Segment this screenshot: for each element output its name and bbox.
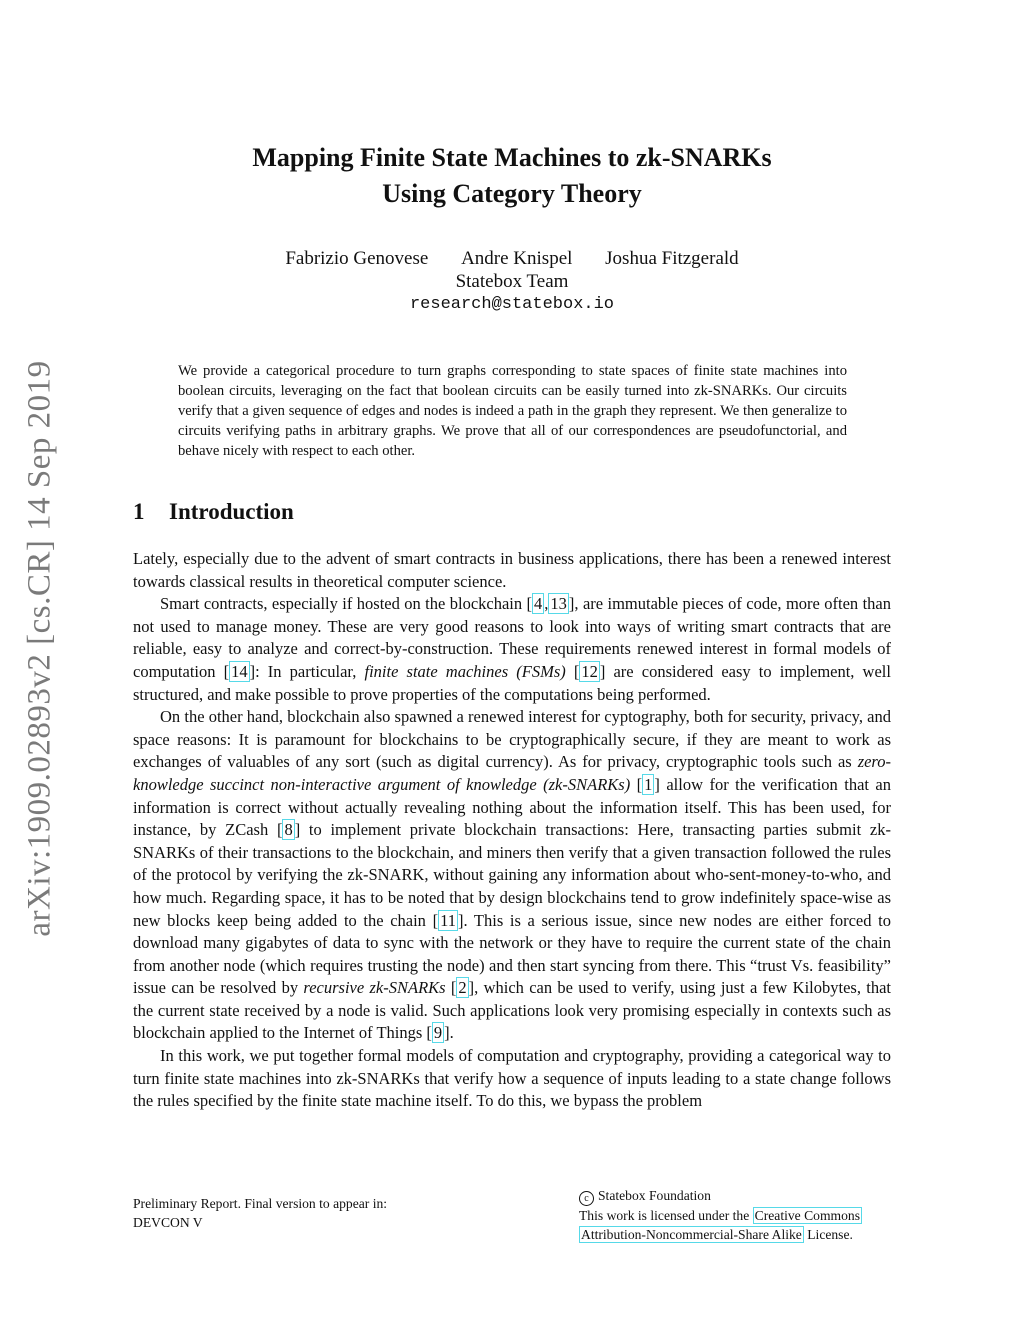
license-link[interactable]: Creative Commons — [754, 1208, 861, 1223]
citation-link[interactable]: 12 — [581, 661, 598, 681]
license-line: Attribution-Noncommercial-Share Alike License. — [581, 1227, 853, 1242]
emphasis: recursive zk-SNARKs — [303, 978, 446, 998]
publication-note-line: Preliminary Report. Final version to appear in: — [133, 1196, 388, 1211]
publication-venue: DEVCON V — [133, 1215, 203, 1230]
contact-email: research@statebox.io — [409, 295, 615, 314]
author-name: Fabrizio Genovese — [285, 248, 429, 269]
citation-link[interactable]: 11 — [440, 910, 456, 930]
emphasis: finite state machines (FSMs) — [364, 661, 566, 681]
citation-link[interactable]: 13 — [550, 594, 567, 614]
citation-link[interactable]: 9 — [433, 1023, 443, 1043]
author-name: Joshua Fitzgerald — [605, 248, 739, 269]
license-note — [579, 1186, 862, 1244]
publication-note — [133, 1194, 387, 1232]
license-line: This work is licensed under the Creative Commons — [579, 1208, 861, 1223]
paragraph: In this work, we put together formal models of computation and cryptography, providing a categorical way to turn finite state machines into zk-SNARKs that verify how a sequence of inputs leading to a state change follows the rules specified by the finite state machine itself. To do this, we bypass the problem — [133, 1046, 891, 1111]
section-heading — [133, 499, 294, 525]
title-line-1: Mapping Finite State Machines to zk-SNARKs — [252, 143, 772, 172]
body-text — [133, 548, 891, 1113]
affiliation: Statebox Team — [455, 271, 569, 292]
section-title: Introduction — [169, 499, 294, 524]
citation-link[interactable]: 8 — [284, 820, 293, 840]
arxiv-stamp — [0, 353, 80, 943]
paragraph: Lately, especially due to the advent of smart contracts in business applications, there has been a renewed interest towards classical results in theoretical computer science. — [133, 549, 891, 591]
emphasis: zero-knowledge succinct non-interactive argument of knowledge (zk-SNARKs) — [133, 752, 891, 794]
author-names — [133, 247, 891, 270]
author-name: Andre Knispel — [461, 248, 573, 269]
copyright-holder: Statebox Foundation — [598, 1188, 711, 1203]
paragraph: On the other hand, blockchain also spawned a renewed interest for cyptography, both for security, privacy, and space reasons: It is paramount for blockchains to be cryptographically secure, if they are meant to work as exchanges of valuables of any sort (such as digital currency). As for privacy, cryptographic tools such as zero-knowledge succinct non-interactive argument of knowledge (zk-SNARKs) [ 1 ] allow for the verification that an information is correct without actually revealing nothing about the information itself. This has been used, for instance, by ZCash [ 8 ] to implement private blockchain transactions: Here, transacting parties submit zk-SNARKs of their transactions to the blockchain, and miners then verify that a given transaction followed the rules of the protocol by verifying the zk-SNARK, without gaining any information about who-sent-money-to-who, and how much. Regarding space, it has to be noted that by design blockchains tend to grow indefinitely space-wise as new blocks keep being added to the chain [ 11 ]. This is a serious issue, since new nodes are either forced to download many gigabytes of data to sync with the network or they have to require the current state of the chain from another node (which requires trusting the node) and then start syncing from there. This “trust Vs. feasibility” issue can be resolved by recursive zk-SNARKs [ 2 ], which can be used to verify, using just a few Kilobytes, that the current state received by a node is valid. Such applications look very promising especially in contexts such as blockchain applied to the Internet of Things [ 9 ]. — [133, 707, 892, 1043]
copyright-icon: c — [579, 1191, 594, 1206]
section-number: 1 — [133, 499, 145, 524]
arxiv-identifier: arXiv:1909.02893v2 [cs.CR] 14 Sep 2019 — [21, 359, 58, 937]
license-link[interactable]: Attribution-Noncommercial-Share Alike — [581, 1227, 802, 1242]
citation-link[interactable]: 1 — [644, 774, 653, 794]
abstract: We provide a categorical procedure to turn graphs corresponding to state spaces of finite state machines into boolean circuits, leveraging on the fact that boolean circuits can be easily turned into zk-SNARKs. Our circuits verify that a given sequence of edges and nodes is indeed a path in the graph they represent. We then generalize to circuits verifying paths in arbitrary graphs. We prove that all of our correspondences are pseudofunctorial, and behave nicely with respect to each other. — [178, 363, 847, 459]
citation-link[interactable]: 2 — [458, 978, 467, 998]
paragraph: Smart contracts, especially if hosted on the blockchain [ 4 , 13 ], are immutable pieces of code, more often than not used to manage money. These are very good reasons to look into ways of writing smart contracts that are reliable, easy to analyze and correct-by-construction. These requirements renewed interest in formal models of computation [ 14 ]: In particular, finite state machines (FSMs) [ 12 ] are considered easy to implement, well structured, and make possible to prove properties of the computations being performed. — [133, 594, 891, 704]
author-block — [133, 247, 891, 316]
paper-title — [133, 140, 891, 212]
title-line-2: Using Category Theory — [382, 179, 642, 208]
copyright-line — [579, 1186, 862, 1206]
citation-link[interactable]: 4 — [534, 594, 543, 614]
citation-link[interactable]: 14 — [231, 661, 248, 681]
